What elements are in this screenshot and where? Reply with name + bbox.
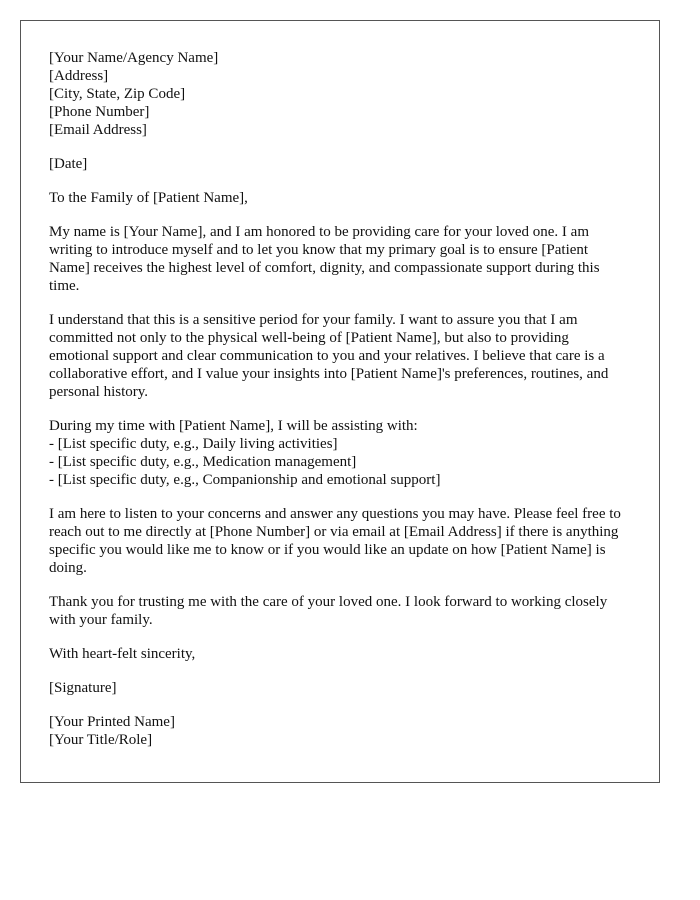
signature-block bbox=[49, 713, 631, 749]
thanks-paragraph: Thank you for trusting me with the care of your loved one. I look forward to working closely with your family. bbox=[49, 594, 608, 628]
duties-block bbox=[49, 417, 631, 489]
sender-phone: [Phone Number] bbox=[49, 104, 150, 120]
signature: [Signature] bbox=[49, 680, 117, 696]
contact-paragraph: I am here to listen to your concerns and answer any questions you may have. Please feel free to reach out to me directly at [Phone Number] or via email at [Email Address] if there is anything specific you would like me to know or if you would like an update on how [Patient Name] is doing. bbox=[49, 506, 621, 576]
duty-item: - [List specific duty, e.g., Medication management] bbox=[49, 454, 357, 470]
duty-item: - [List specific duty, e.g., Daily living activities] bbox=[49, 436, 338, 452]
salutation: To the Family of [Patient Name], bbox=[49, 190, 248, 206]
letter-page bbox=[20, 20, 660, 783]
sender-city-state-zip: [City, State, Zip Code] bbox=[49, 86, 186, 102]
title-role: [Your Title/Role] bbox=[49, 732, 153, 748]
sender-name-agency: [Your Name/Agency Name] bbox=[49, 50, 219, 66]
duty-item: - [List specific duty, e.g., Companionship and emotional support] bbox=[49, 472, 441, 488]
sender-email: [Email Address] bbox=[49, 122, 147, 138]
duties-intro: During my time with [Patient Name], I will be assisting with: bbox=[49, 418, 418, 434]
closing: With heart-felt sincerity, bbox=[49, 646, 196, 662]
sender-address: [Address] bbox=[49, 68, 109, 84]
letter-date: [Date] bbox=[49, 156, 88, 172]
sender-address-block bbox=[49, 49, 631, 139]
intro-paragraph: My name is [Your Name], and I am honored to be providing care for your loved one. I am writing to introduce myself and to let you know that my primary goal is to ensure [Patient Name] receives the highest level of comfort, dignity, and compassionate support during this time. bbox=[49, 224, 600, 294]
understanding-paragraph: I understand that this is a sensitive period for your family. I want to assure you that I am committed not only to the physical well-being of [Patient Name], but also to providing emotional support and clear communication to you and your relatives. I believe that care is a collaborative effort, and I value your insights into [Patient Name]'s preferences, routines, and personal history. bbox=[49, 312, 609, 400]
printed-name: [Your Printed Name] bbox=[49, 714, 175, 730]
